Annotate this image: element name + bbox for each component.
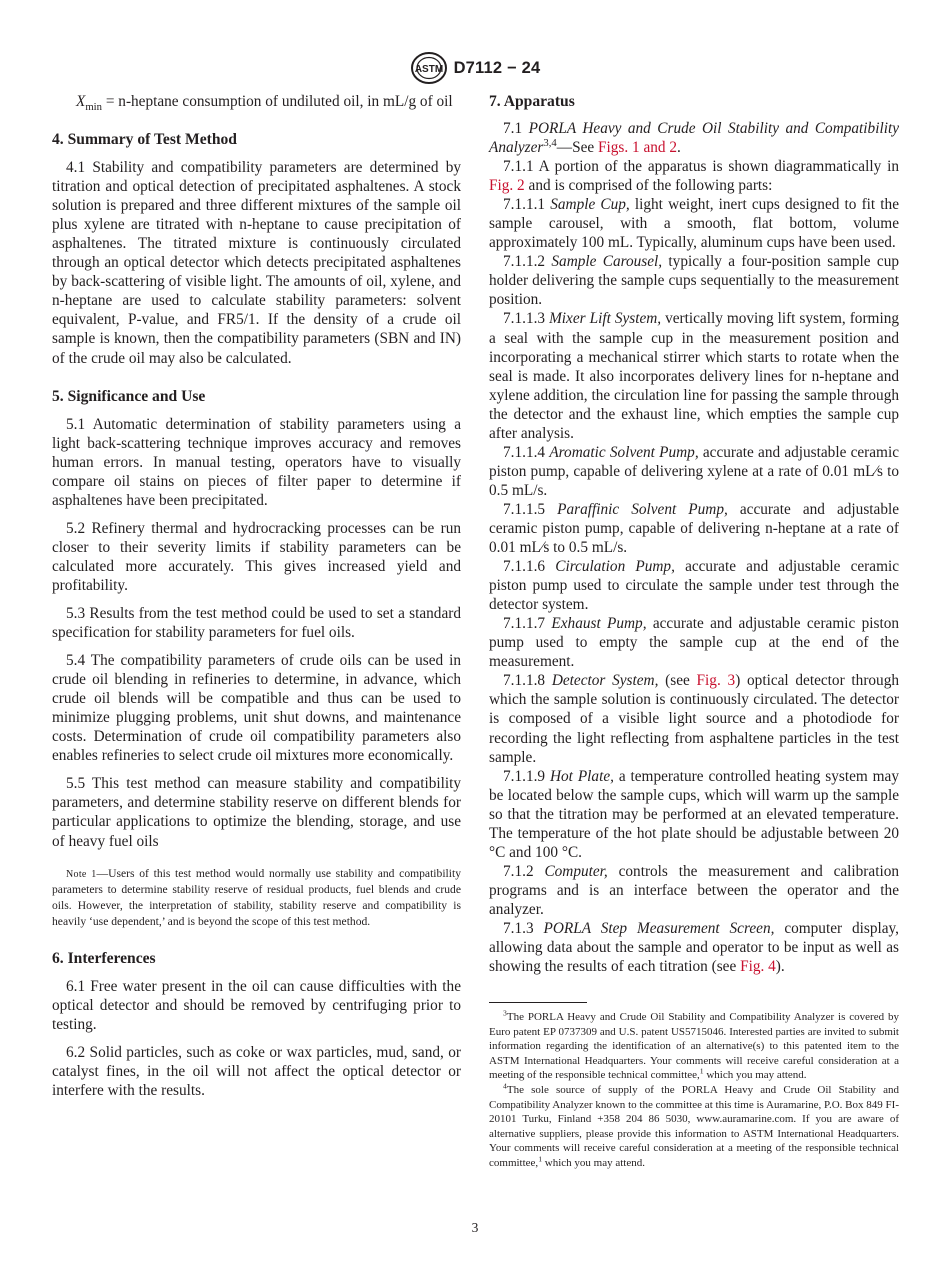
figs-1-2-link[interactable]: Figs. 1 and 2	[598, 139, 678, 157]
paragraph-4-1: 4.1 Stability and compatibility parameters are determined by titration and optical detection of precipitated asphaltenes. A stock solution is prepared and three different mixtures of the sample oil plus xylene are titrated with n-heptane to cause precipitation of asphaltenes. The titrated mixture is continuously circulated through an optical detector which detects precipitated asphaltenes by back-scattering of visible light. The amounts of oil, xylene, and n-heptane are used to calculate stability parameters: solvent equivalent, P-value, and FR5/1. If the density of a crude oil sample is known, then the compatibility parameters (SBN and IN) of the crude oil may also be calculated.	[52, 159, 461, 367]
right-column	[489, 92, 899, 1171]
paragraph-6-1: 6.1 Free water present in the oil can cause difficulties with the optical detector and should be removed by centrifuging prior to testing.	[52, 977, 461, 1033]
paragraph-7-1-1: 7.1.1 A portion of the apparatus is shown diagrammatically in Fig. 2 and is comprised of the following parts:	[489, 158, 899, 195]
page-header	[0, 50, 950, 86]
section-7-heading: 7. Apparatus	[489, 93, 575, 110]
paragraph-6-2: 6.2 Solid particles, such as coke or wax particles, mud, sand, or catalyst fines, in the oil will not affect the optical detector or interfere with the results.	[52, 1043, 461, 1099]
note-text: —Users of this test method would normally use stability and compatibility parameters to determine stability reserve of residual products, fuel blends and crude oils. However, the interpretation of stability, stability reserve and compatibility is heavily ‘use dependent,’ and is beyond the scope of this test method.	[52, 866, 461, 928]
paragraph-5-1: 5.1 Automatic determination of stability parameters using a light back-scattering technique improves accuracy and removes human errors. In manual testing, operators have to visually compare oil stains on pieces of filter paper to determine if asphaltenes have been precipitated.	[52, 415, 461, 509]
xmin-definition	[52, 92, 461, 114]
section-6-heading: 6. Interferences	[52, 949, 156, 967]
document-id: D7112 − 24	[453, 58, 541, 77]
left-column	[52, 92, 461, 1100]
item-7-1-1-2: 7.1.1.2 Sample Carousel, typically a four-position sample cup holder delivering the sample cups sequentially to the measurement position.	[489, 253, 899, 309]
item-7-1-1-8: 7.1.1.8 Detector System, (see Fig. 3) optical detector through which the sample solution is continuously circulated. The detector is composed of a visible light source and a photodiode for recording the light reflecting from asphaltene particles in the test sample.	[489, 672, 900, 766]
item-7-1-1-6: 7.1.1.6 Circulation Pump, accurate and adjustable ceramic piston pump used to circulate the sample under test through the detector system.	[489, 558, 900, 614]
item-7-1-1-9: 7.1.1.9 Hot Plate, a temperature controlled heating system may be located below the sample cups, which will warm up the sample so that the titration may be performed at an elevated temperature. The temperature of the hot plate should be adjustable between 20 °C and 100 °C.	[489, 767, 899, 861]
logo-text: ASTM	[414, 64, 443, 75]
footnote-rule	[489, 1002, 587, 1003]
fig-2-link[interactable]: Fig. 2	[489, 177, 525, 195]
xmin-text: = n-heptane consumption of undiluted oil, in mL/g of oil	[102, 93, 453, 110]
note-label: Note 1	[66, 868, 97, 880]
paragraph-5-3: 5.3 Results from the test method could be used to set a standard specification for stability parameters for fuel oils.	[52, 604, 461, 642]
section-4-heading: 4. Summary of Test Method	[52, 131, 237, 149]
xmin-subscript: min	[85, 101, 103, 114]
paragraph-7-1: 7.1 PORLA Heavy and Crude Oil Stability and Compatibility Analyzer$^{3,4}$—See Figs. 1 and 2.	[489, 120, 899, 157]
astm-logo-icon	[410, 51, 448, 85]
footnote-4: $^4$The sole source of supply of the PORLA Heavy and Crude Oil Stability and Compatibility Analyzer known to the committee at this time is Auramarine, P.O. Box 849 FI-20101 Turku, Finland +358 204 86 5030, www.auramarine.com. If you are aware of alternative suppliers, please provide this information to ASTM International Headquarters. Your comments will receive careful consideration at a meeting of the responsible technical committee,$^1$ which you may attend.	[489, 1081, 899, 1170]
item-7-1-1-5: 7.1.1.5 Paraffinic Solvent Pump, accurate and adjustable ceramic piston pump, capable of delivering n-heptane at a rate of 0.01 mL⁄s to 0.5 mL/s.	[489, 500, 900, 557]
item-7-1-3: 7.1.3 PORLA Step Measurement Screen, computer display, allowing data about the sample and operator to be input as well as showing the results of each titration (see Fig. 4).	[489, 919, 900, 976]
item-7-1-2: 7.1.2 Computer, controls the measurement and calibration programs and is an interface between the operator and the analyzer.	[489, 862, 899, 918]
fig-4-link[interactable]: Fig. 4	[740, 958, 776, 976]
note-1	[52, 866, 461, 930]
item-7-1-1-3: 7.1.1.3 Mixer Lift System, vertically moving lift system, forming a seal with the sample cup in the measurement position and incorporating a mechanical stirrer which starts to rotate when the seal is made. It also incorporates delivery lines for n-heptane and xylene addition, the circulation line for passing the sample through the detector and the exhaust line, which empties the sample cup after analysis.	[489, 310, 899, 442]
paragraph-5-2: 5.2 Refinery thermal and hydrocracking processes can be run closer to their severity limits if stability parameters can be calculated more accurately. This gives increased yield and profitability.	[52, 519, 461, 594]
page-number: 3	[471, 1220, 479, 1235]
item-7-1-1-1: 7.1.1.1 Sample Cup, light weight, inert cups designed to fit the sample carousel, with a smooth, flat bottom, volume approximately 100 mL. Typically, aluminum cups have been used.	[489, 196, 899, 252]
item-7-1-1-4: 7.1.1.4 Aromatic Solvent Pump, accurate and adjustable ceramic piston pump, capable of delivering xylene at a rate of 0.01 mL⁄s to 0.5 mL/s.	[489, 443, 899, 499]
fig-3-link[interactable]: Fig. 3	[696, 672, 736, 690]
item-7-1-1-7: 7.1.1.7 Exhaust Pump, accurate and adjustable ceramic piston pump used to empty the sample cup at the end of the measurement.	[489, 615, 899, 671]
section-5-heading: 5. Significance and Use	[52, 387, 206, 405]
paragraph-5-4: 5.4 The compatibility parameters of crude oils can be used in crude oil blending in refineries to determine, in advance, which crude oil blends will be compatible and thus can be used to minimize plugging problems, unit shut downs, and maintenance costs. Determination of crude oil compatibility parameters also enables refineries to select crude oil mixtures more economically.	[52, 652, 461, 765]
footnote-3: $^3$The PORLA Heavy and Crude Oil Stability and Compatibility Analyzer is covered by Euro patent EP 0737309 and U.S. patent US5715046. Interested parties are invited to submit information regarding the identification of an alternative(s) to this patented item to the ASTM International Headquarters. Your comments will receive careful consideration at a meeting of the responsible technical committee,$^1$ which you may attend.	[489, 1008, 899, 1082]
xmin-variable: X	[76, 93, 86, 110]
paragraph-5-5: 5.5 This test method can measure stability and compatibility parameters, and determine stability reserve on different blends for particular applications to optimize the blending, storage, and use of heavy fuel oils	[52, 775, 461, 850]
